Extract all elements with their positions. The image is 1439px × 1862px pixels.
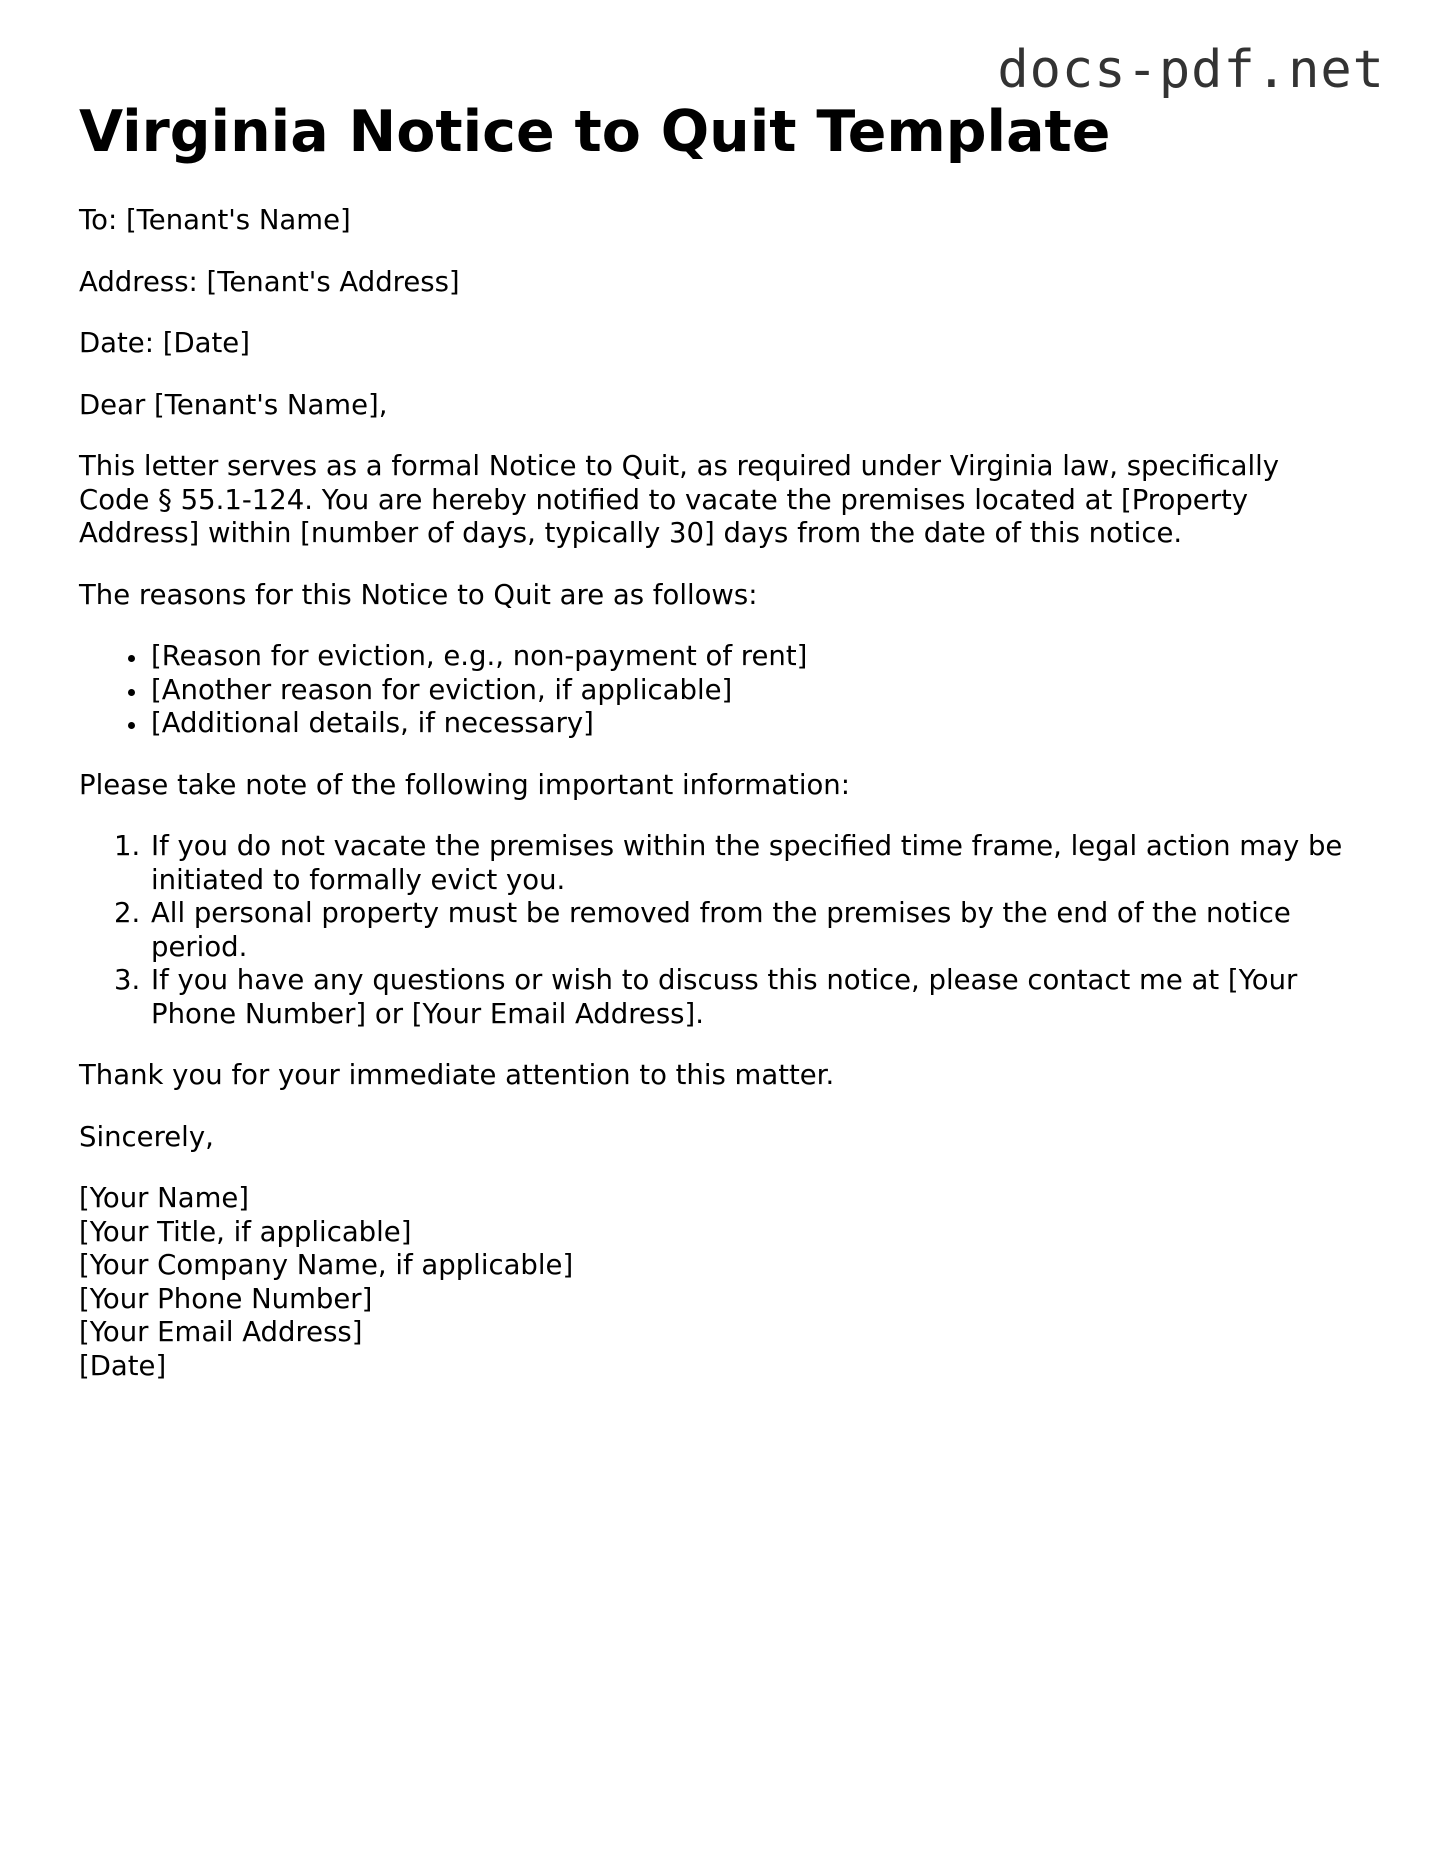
salutation: Dear [Tenant's Name], [79, 388, 388, 421]
signature-title: [Your Title, if applicable] [79, 1215, 412, 1248]
list-item: 2. All personal property must be removed from the premises by the end of the notice period. [149, 897, 1349, 964]
info-list [79, 830, 1349, 1031]
recipient-line: To: [Tenant's Name] [79, 204, 351, 237]
list-item: 3. If you have any questions or wish to discuss this notice, please contact me at [Your Phone Number] or [Your Email Address]. [149, 964, 1349, 1031]
signature-email: [Your Email Address] [79, 1316, 363, 1349]
list-item: • [Additional details, if necessary] [149, 707, 1349, 741]
reasons-intro: The reasons for this Notice to Quit are as follows: [79, 578, 758, 611]
signature-date: [Date] [79, 1349, 167, 1382]
document-page [79, 98, 1349, 1383]
list-item: • [Another reason for eviction, if applicable] [149, 674, 1349, 708]
date-line: Date: [Date] [79, 327, 250, 360]
signature-name: [Your Name] [79, 1182, 250, 1215]
list-item: • [Reason for eviction, e.g., non-payment of rent] [149, 640, 1349, 674]
thanks-line: Thank you for your immediate attention to this matter. [79, 1059, 835, 1092]
intro-paragraph: This letter serves as a formal Notice to Quit, as required under Virginia law, specifically Code § 55.1-124. You are hereby notified to vacate the premises located at [Property Address] within [number of days, typically 30] days from the date of this notice. [79, 450, 1280, 550]
list-item: 1. If you do not vacate the premises within the specified time frame, legal action may be initiated to formally evict you. [149, 830, 1349, 897]
watermark: docs-pdf.net [997, 40, 1385, 100]
address-line: Address: [Tenant's Address] [79, 265, 460, 298]
letter-body [79, 204, 1349, 1383]
reasons-list [79, 640, 1349, 741]
signature-company: [Your Company Name, if applicable] [79, 1249, 574, 1282]
signature-block [79, 1182, 1349, 1383]
closing-line: Sincerely, [79, 1120, 214, 1153]
signature-phone: [Your Phone Number] [79, 1282, 373, 1315]
info-intro: Please take note of the following important information: [79, 768, 850, 801]
document-title: Virginia Notice to Quit Template [79, 99, 1111, 165]
